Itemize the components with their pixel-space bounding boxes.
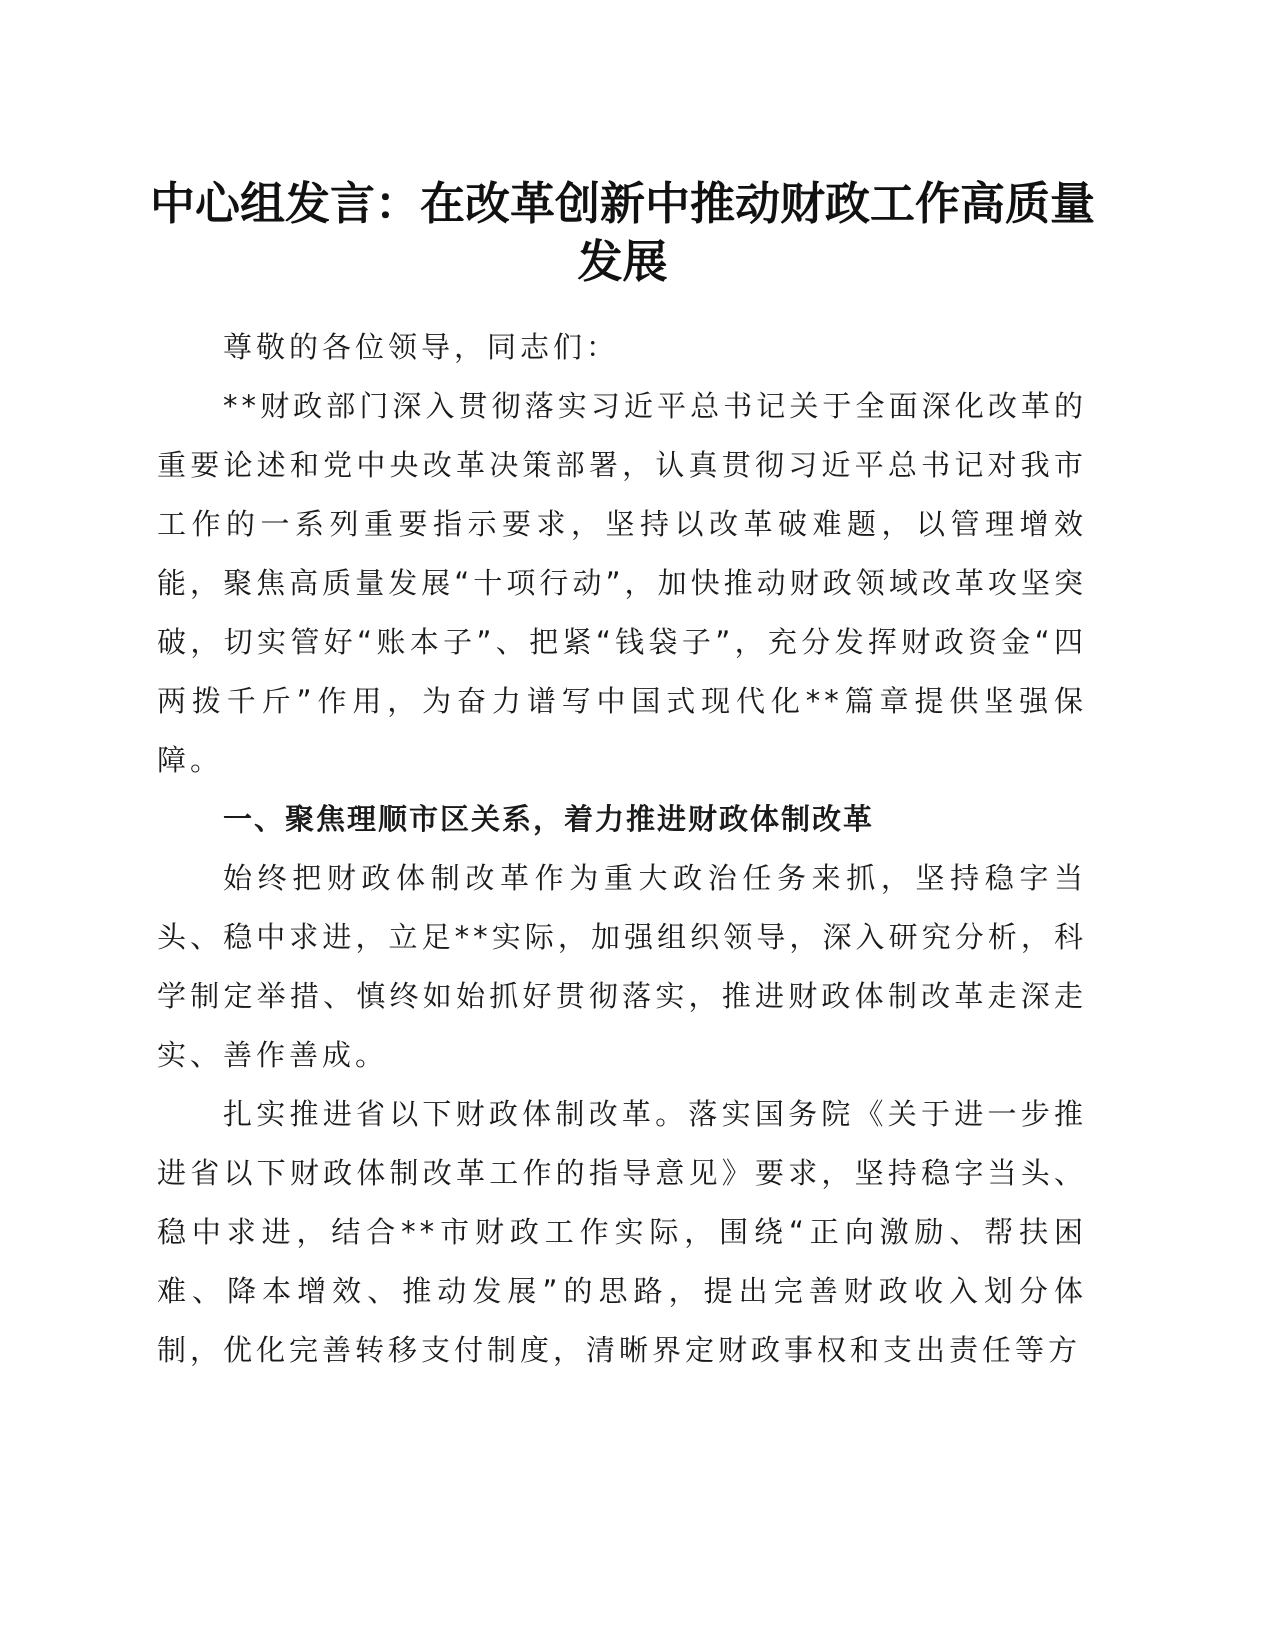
section-paragraph: 始终把财政体制改革作为重大政治任务来抓，坚持稳字当头、稳中求进，立足**实际，加强组织领导，深入研究分析，科学制定举措、慎终如始抓好贯彻落实，推进财政体制改革走深走实、善作善成。: [157, 861, 1087, 1072]
document-title: 中心组发言：在改革创新中推动财政工作高质量发展: [150, 177, 1096, 288]
document-body: [157, 318, 1087, 1380]
section-paragraph: 扎实推进省以下财政体制改革。落实国务院《关于进一步推进省以下财政体制改革工作的指导意见》要求，坚持稳字当头、稳中求进，结合**市财政工作实际，围绕“正向激励、帮扶困难、降本增效、推动发展”的思路，提出完善财政收入划分体制，优化完善转移支付制度，清晰界定财政事权和支出责任等方: [157, 1097, 1087, 1367]
intro-paragraph: **财政部门深入贯彻落实习近平总书记关于全面深化改革的重要论述和党中央改革决策部署，认真贯彻习近平总书记对我市工作的一系列重要指示要求，坚持以改革破难题，以管理增效能，聚焦高质量发展“十项行动”，加快推动财政领域改革攻坚突破，切实管好“账本子”、把紧“钱袋子”，充分发挥财政资金“四两拨千斤”作用，为奋力谱写中国式现代化**篇章提供坚强保障。: [157, 389, 1087, 777]
salutation: 尊敬的各位领导，同志们：: [223, 330, 620, 364]
section-heading: 一、聚焦理顺市区关系，着力推进财政体制改革: [223, 802, 875, 836]
